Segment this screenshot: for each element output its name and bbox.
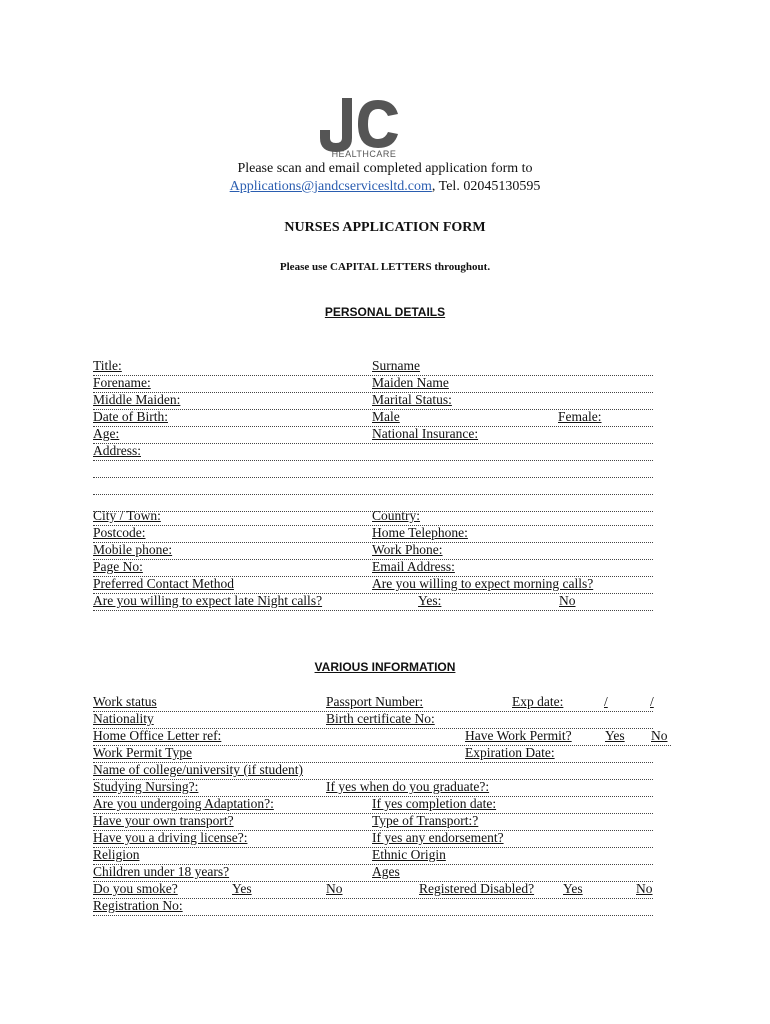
work-status-label: Work status (93, 694, 157, 709)
age-label: Age: (93, 426, 120, 441)
female-option[interactable]: Female: (558, 409, 602, 424)
logo-text: HEALTHCARE (331, 149, 397, 158)
row-middle-marital[interactable] (93, 392, 653, 410)
instruction-text: Please use CAPITAL LETTERS throughout. (279, 261, 491, 273)
ages-label: Ages (372, 864, 400, 879)
row-mobile-work[interactable] (93, 542, 653, 560)
ethnic-origin-label: Ethnic Origin (372, 847, 446, 862)
exp-date-slash-2: / (650, 694, 654, 709)
nationality-label: Nationality (93, 711, 154, 726)
own-transport-label: Have your own transport? (93, 813, 234, 828)
night-yes-option[interactable]: Yes: (418, 593, 442, 608)
jc-healthcare-logo (316, 92, 412, 158)
row-title-surname[interactable] (93, 358, 653, 376)
disabled-yes-option[interactable]: Yes (563, 881, 583, 896)
smoke-label: Do you smoke? (93, 881, 178, 896)
expiration-date-label: Expiration Date: (465, 745, 555, 760)
row-address[interactable] (93, 443, 653, 461)
studying-nursing-label: Studying Nursing?: (93, 779, 199, 794)
have-work-permit-label: Have Work Permit? (465, 728, 572, 743)
dob-label: Date of Birth: (93, 409, 168, 424)
exp-date-label: Exp date: (512, 694, 564, 709)
address-line-2[interactable] (93, 460, 653, 478)
email-address-label: Email Address: (372, 559, 455, 574)
row-registration[interactable] (93, 898, 653, 916)
row-age-ni[interactable] (93, 426, 653, 444)
row-postcode-hometel[interactable] (93, 525, 653, 543)
row-transport[interactable] (93, 813, 653, 831)
row-nationality-birth[interactable] (93, 711, 653, 729)
address-line-3[interactable] (93, 477, 653, 495)
title-label: Title: (93, 358, 122, 373)
transport-type-label: Type of Transport:? (372, 813, 479, 828)
middle-maiden-label: Middle Maiden: (93, 392, 181, 407)
header-contact (0, 179, 770, 195)
row-permit-type[interactable] (93, 745, 653, 763)
logo-c-mark (358, 100, 398, 148)
mobile-label: Mobile phone: (93, 542, 173, 557)
postcode-label: Postcode: (93, 525, 146, 540)
address-label: Address: (93, 443, 141, 458)
male-option[interactable]: Male (372, 409, 400, 424)
exp-date-slash-1: / (604, 694, 608, 709)
registration-no-label: Registration No: (93, 898, 183, 913)
page-no-label: Page No: (93, 559, 143, 574)
night-no-option[interactable]: No (559, 593, 576, 608)
row-smoke-disabled[interactable] (93, 881, 653, 899)
morning-calls-label: Are you willing to expect morning calls? (372, 576, 594, 591)
passport-label: Passport Number: (326, 694, 424, 709)
personal-details-heading: PERSONAL DETAILS (324, 305, 446, 319)
college-label: Name of college/university (if student) (93, 762, 303, 777)
row-adaptation[interactable] (93, 796, 653, 814)
telephone-text: , Tel. 02045130595 (431, 179, 541, 194)
row-page-email[interactable] (93, 559, 653, 577)
forename-label: Forename: (93, 375, 151, 390)
row-city-country[interactable] (93, 508, 653, 526)
email-link[interactable]: Applications@jandcservicesltd.com (229, 179, 432, 194)
row-religion[interactable] (93, 847, 653, 865)
permit-type-label: Work Permit Type (93, 745, 192, 760)
adaptation-label: Are you undergoing Adaptation?: (93, 796, 274, 811)
row-contact-morning[interactable] (93, 576, 653, 594)
form-title: NURSES APPLICATION FORM (284, 220, 486, 235)
graduate-label: If yes when do you graduate?: (326, 779, 490, 794)
work-phone-label: Work Phone: (372, 542, 443, 557)
religion-label: Religion (93, 847, 140, 862)
header-line1: Please scan and email completed application form to (237, 161, 533, 176)
row-college[interactable] (93, 762, 653, 780)
permit-no-option[interactable]: No (651, 728, 668, 743)
registered-disabled-label: Registered Disabled? (419, 881, 535, 896)
national-insurance-label: National Insurance: (372, 426, 479, 441)
row-children[interactable] (93, 864, 653, 882)
row-night-calls[interactable] (93, 593, 653, 611)
row-work-passport[interactable] (93, 694, 653, 712)
home-telephone-label: Home Telephone: (372, 525, 468, 540)
row-license[interactable] (93, 830, 653, 848)
row-dob-gender[interactable] (93, 409, 653, 427)
city-label: City / Town: (93, 508, 161, 523)
smoke-no-option[interactable]: No (326, 881, 343, 896)
row-studying[interactable] (93, 779, 653, 797)
smoke-yes-option[interactable]: Yes (232, 881, 252, 896)
marital-status-label: Marital Status: (372, 392, 452, 407)
row-home-office[interactable] (93, 728, 671, 746)
children-label: Children under 18 years? (93, 864, 230, 879)
completion-date-label: If yes completion date: (372, 796, 497, 811)
contact-method-label: Preferred Contact Method (93, 576, 234, 591)
night-calls-label: Are you willing to expect late Night calls? (93, 593, 323, 608)
endorsement-label: If yes any endorsement? (372, 830, 504, 845)
surname-label: Surname (372, 358, 420, 373)
driving-license-label: Have you a driving license?: (93, 830, 248, 845)
birth-certificate-label: Birth certificate No: (326, 711, 435, 726)
logo-j-mark (320, 98, 352, 152)
permit-yes-option[interactable]: Yes (605, 728, 625, 743)
disabled-no-option[interactable]: No (636, 881, 653, 896)
home-office-label: Home Office Letter ref: (93, 728, 222, 743)
row-forename-maiden[interactable] (93, 375, 653, 393)
country-label: Country: (372, 508, 421, 523)
maiden-name-label: Maiden Name (372, 375, 449, 390)
various-information-heading: VARIOUS INFORMATION (314, 660, 456, 674)
